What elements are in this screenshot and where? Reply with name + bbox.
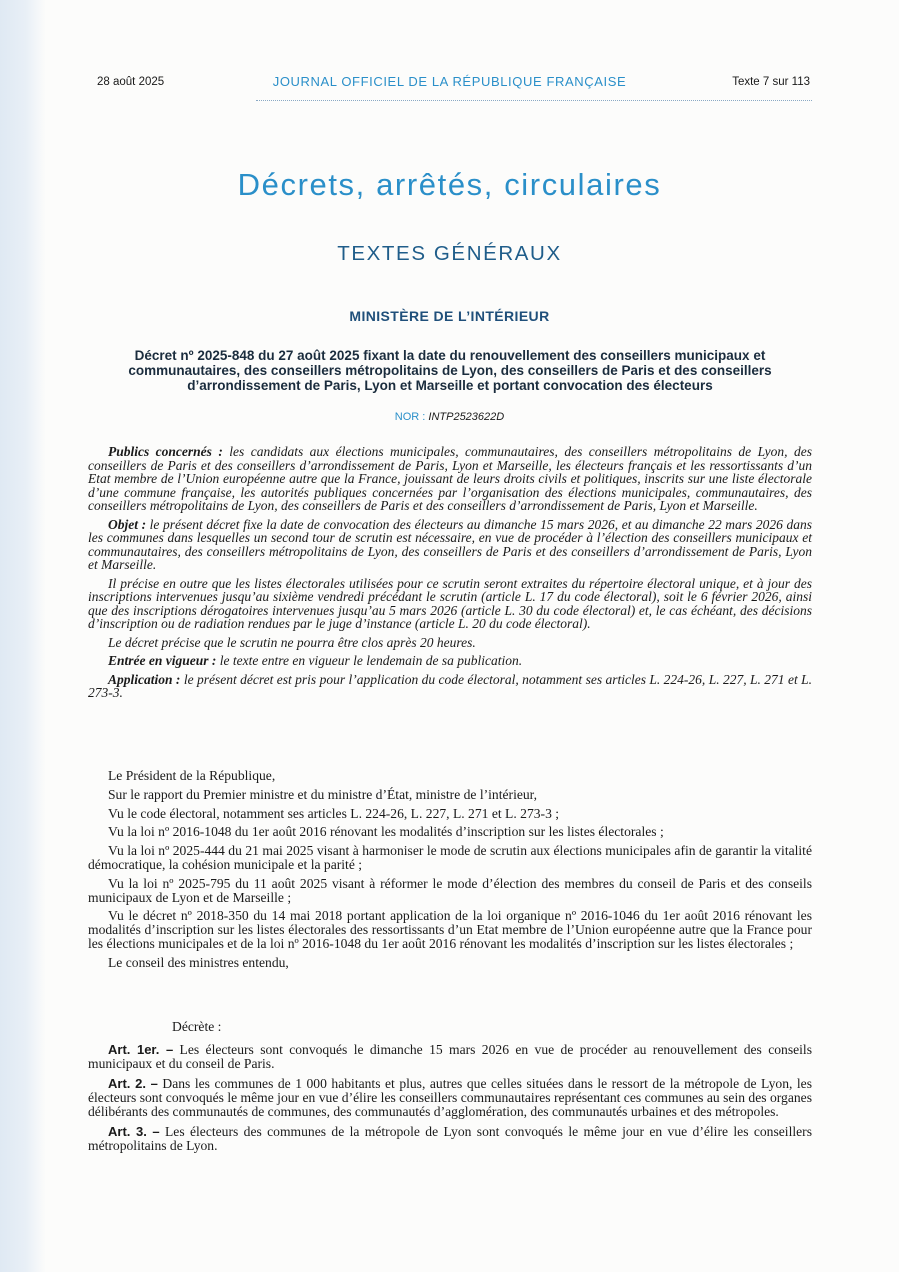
visa-paragraph: Vu le code électoral, notamment ses articles L. 224-26, L. 227, L. 271 et L. 273-3 ; (108, 805, 560, 821)
nor-code: INTP2523622D (428, 411, 505, 423)
header-date: 28 août 2025 (97, 76, 165, 88)
nor-label: NOR : (394, 411, 426, 423)
visa-paragraph: Sur le rapport du Premier ministre et du ministre d’État, ministre de l’intérieur, (108, 786, 538, 802)
article-3 (88, 1125, 812, 1153)
article-text: Dans les communes de 1 000 habitants et plus, autres que celles situées dans le ressort de la métropole de Lyon, les électeurs sont convoqués le même jour en vue d’élire les conseillers communautaires représentant ces communes au sein des organes délibérants des communautés de communes, des communautés d’agglomération, des communautés urbaines et des métropoles. (88, 1076, 812, 1119)
ministry-heading: MINISTÈRE DE L’INTÉRIEUR (349, 308, 550, 324)
summary-clos: Le décret précise que le scrutin ne pourra être clos après 20 heures. (108, 634, 476, 650)
publics-label: Publics concernés : (108, 444, 223, 459)
entree-text: le texte entre en vigueur le lendemain de sa publication. (216, 653, 523, 668)
header-page-number: Texte 7 sur 113 (732, 76, 810, 88)
publics-text: les candidats aux élections municipales, communautaires, des conseillers métropolitains de Lyon, des conseillers de Paris et des conseillers d’arrondissement de Paris, Lyon et Marseille, les électeurs français et les ressortissants d’un Etat membre de l’Union européenne autre que la France, jouissant de leurs droits civils et politiques, inscrits sur une liste électorale d’une commune française, les autorités publiques concernées par l’organisation des élections municipales, communautaires, des conseillers métropolitains de Lyon, des conseillers de Paris et des conseillers d’arrondissement de Paris, Lyon et Marseille. (88, 444, 812, 513)
article-label: Art. 2. – (108, 1076, 158, 1091)
summary-notice (88, 445, 812, 705)
visa-paragraph: Vu le décret nº 2018-350 du 14 mai 2018 portant application de la loi organique nº 2016-1046 du 1er août 2016 rénovant les modalités d’inscription sur les listes électorales des ressortissants d’un Etat membre de l’Union européenne autre que la France pour les élections municipales et de la loi nº 2016-1048 du 1er août 2016 rénovant les modalités d’inscription sur les listes électorales ; (88, 908, 812, 951)
articles-block (88, 1043, 812, 1159)
application-text: le présent décret est pris pour l’application du code électoral, notamment ses articles L. 224-26, L. 227, L. 271 et L. 273-3. (88, 671, 812, 700)
header-journal-title: JOURNAL OFFICIEL DE LA RÉPUBLIQUE FRANÇAISE (272, 74, 627, 89)
decree-title: Décret nº 2025-848 du 27 août 2025 fixant la date du renouvellement des conseillers municipaux et communautaires, des conseillers métropolitains de Lyon, des conseillers de Paris et des conseillers d’arrondissement de Paris, Lyon et Marseille et portant convocation des électeurs (128, 348, 772, 393)
summary-precise: Il précise en outre que les listes électorales utilisées pour ce scrutin seront extraites du répertoire électoral unique, et à jour des inscriptions intervenues jusqu’au sixième vendredi précédant le scrutin (article L. 17 du code électoral), soit le 6 février 2026, ainsi que des inscriptions dérogatoires intervenues jusqu’au 5 mars 2026 (article L. 30 du code électoral) et, le cas échéant, des décisions d’inscription ou de radiation rendues par le juge d’instance (article L. 20 du code électoral). (88, 575, 812, 631)
objet-text: le présent décret fixe la date de convocation des électeurs au dimanche 15 mars 2026, et au dimanche 22 mars 2026 dans les communes dans lesquelles un second tour de scrutin est nécessaire, en vue de procéder à l’élection des conseillers municipaux et communautaires, des conseillers métropolitains de Lyon, des conseillers de Paris et des conseillers d’arrondissement de Paris, Lyon et Marseille. (88, 516, 812, 572)
summary-entree (88, 654, 812, 668)
visa-paragraph: Vu la loi nº 2025-444 du 21 mai 2025 visant à harmoniser le mode de scrutin aux élections municipales afin de garantir la vitalité démocratique, la cohésion municipale et la parité ; (88, 843, 812, 872)
application-label: Application : (108, 671, 181, 687)
objet-label: Objet : (108, 516, 147, 532)
visa-paragraph: Vu la loi nº 2016-1048 du 1er août 2016 rénovant les modalités d’inscription sur les listes électorales ; (108, 824, 664, 840)
article-2 (88, 1077, 812, 1119)
visa-paragraph: Le conseil des ministres entendu, (108, 954, 289, 970)
visa-paragraph: Vu la loi nº 2025-795 du 11 août 2025 visant à réformer le mode d’élection des membres du conseil de Paris et des conseils municipaux de Lyon et de Marseille ; (88, 875, 812, 905)
header-divider (256, 100, 812, 101)
summary-objet (88, 518, 812, 572)
article-label: Art. 3. – (108, 1124, 160, 1139)
nor-reference (0, 411, 899, 423)
subsection-title: TEXTES GÉNÉRAUX (337, 242, 562, 265)
decrete-formula: Décrète : (172, 1019, 222, 1034)
visa-paragraph: Le Président de la République, (108, 768, 276, 783)
section-title: Décrets, arrêtés, circulaires (237, 167, 662, 202)
article-1 (88, 1043, 812, 1071)
article-label: Art. 1er. – (108, 1042, 174, 1057)
article-text: Les électeurs sont convoqués le dimanche 15 mars 2026 en vue de procéder au renouvellement des conseils municipaux et du conseil de Paris. (88, 1042, 812, 1071)
article-text: Les électeurs des communes de la métropole de Lyon sont convoqués le même jour en vue d’élire les conseillers métropolitains de Lyon. (88, 1124, 812, 1153)
visas-block (88, 769, 812, 975)
summary-application (88, 673, 812, 700)
summary-publics (88, 445, 812, 513)
entree-label: Entrée en vigueur : (108, 653, 217, 668)
